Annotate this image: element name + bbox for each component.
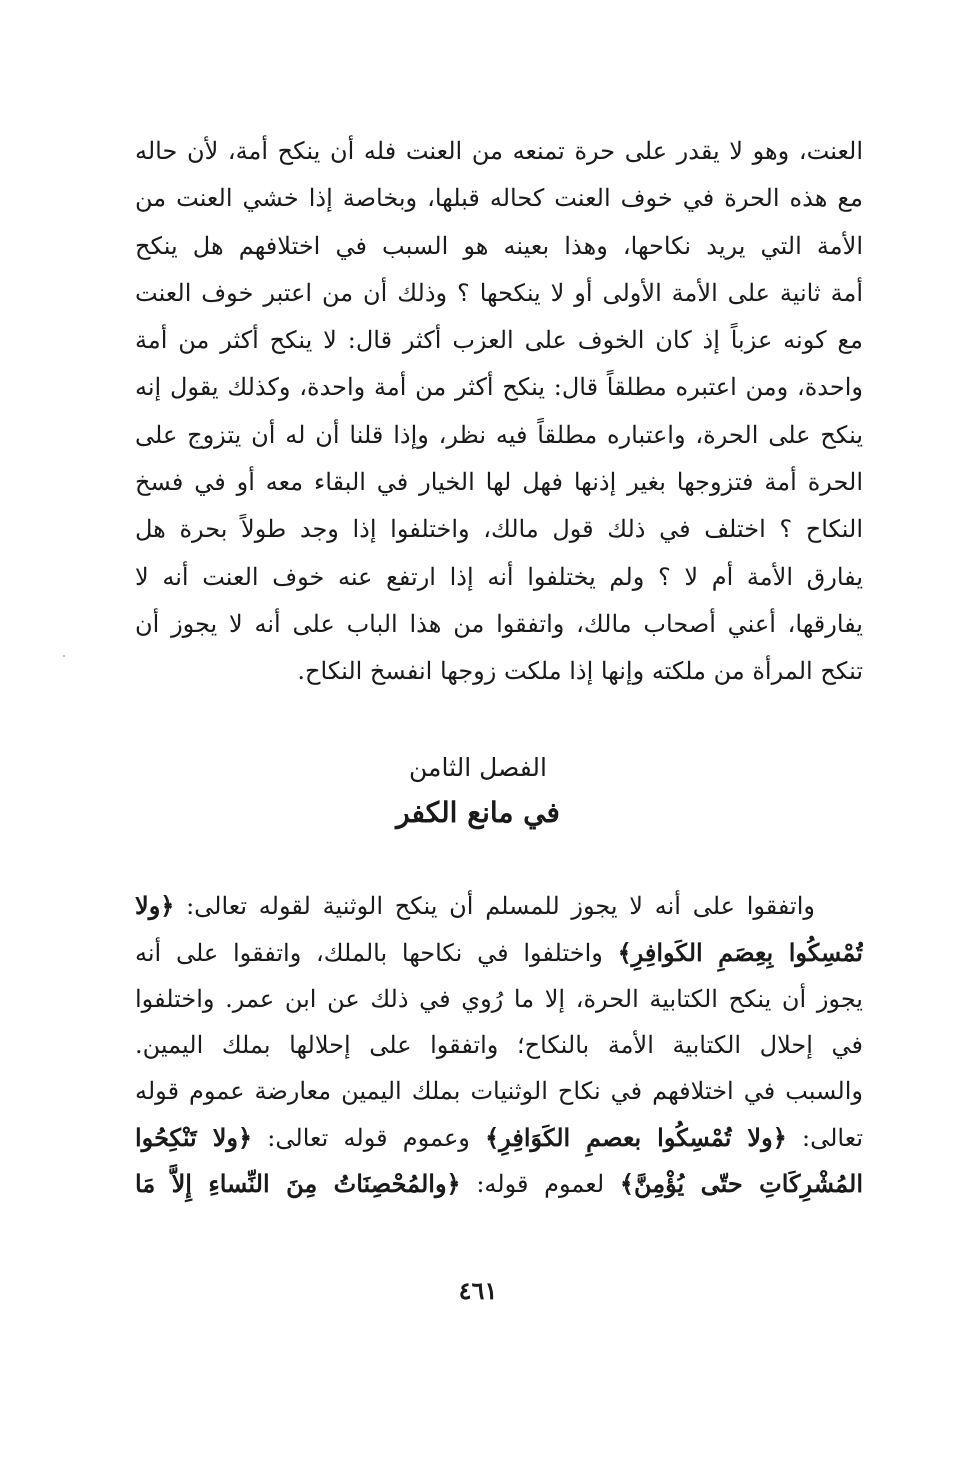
quran-quote: ﴿ولا تُمْسِكُوا بعصمِ الكَوَافِرِ﴾	[485, 1122, 787, 1152]
quran-quote: ﴿ولا تَنْكِحُوا	[135, 1122, 253, 1152]
text-run: تعالى:	[786, 1123, 863, 1152]
text-line: يفارق الأمة أم لا ؟ ولم يختلفوا أنه إذا ارتفع عنه خوف العنت أنه لا	[135, 562, 863, 591]
text-line	[135, 930, 863, 977]
text-line: الحرة أمة فتزوجها بغير إذنها فهل لها الخيار في البقاء معه أو في فسخ	[135, 468, 863, 497]
text-line: مع كونه عزباً إذ كان الخوف على العزب أكثر قال: لا ينكح أكثر من أمة	[135, 326, 863, 355]
text-line: العنت، وهو لا يقدر على حرة تمنعه من العنت فله أن ينكح أمة، لأن حاله	[135, 137, 863, 165]
text-line	[135, 1115, 863, 1162]
top-paragraph	[135, 128, 863, 696]
text-line: يجوز أن ينكح الكتابية الحرة، إلا ما رُوي في ذلك عن ابن عمر. واختلفوا	[135, 984, 863, 1013]
quran-quote: المُشْرِكَاتِ حتّى يُؤْمِنَّ﴾	[619, 1169, 863, 1199]
quran-quote: ﴿والمُحْصِنَاتُ مِنَ النِّساءِ إِلاَّ مَا	[135, 1169, 461, 1199]
text-line: في إحلال الكتابية الأمة بالنكاح؛ واتفقوا على إحلالها بملك اليمين.	[135, 1030, 863, 1059]
chapter-title: في مانع الكفر	[396, 796, 560, 829]
text-line: الأمة التي يريد نكاحها، وهذا بعينه هو السبب في اختلافهم هل ينكح	[135, 231, 863, 260]
text-line: ينكح على الحرة، واعتباره مطلقاً فيه نظر، وإذا قلنا أن له أن يتزوج على	[135, 420, 863, 449]
text-line: تنكح المرأة من ملكته وإنها إذا ملكت زوجها انفسخ النكاح.	[297, 657, 863, 686]
text-line	[135, 883, 863, 930]
text-run: واتفقوا على أنه لا يجوز للمسلم أن ينكح الوثنية لقوله تعالى:	[174, 892, 815, 920]
text-run: واختلفوا في نكاحها بالملك، واتفقوا على أنه	[135, 938, 618, 967]
bottom-paragraph	[135, 883, 863, 1208]
quran-quote: ﴿ولا	[135, 891, 175, 920]
chapter-label: الفصل الثامن	[409, 753, 547, 782]
scan-speck	[63, 655, 65, 657]
text-line: أمة ثانية على الأمة الأولى أو لا ينكحها ؟ وذلك أن من اعتبر خوف العنت	[135, 278, 863, 307]
text-line: مع هذه الحرة في خوف العنت كحاله قبلها، وبخاصة إذا خشي العنت من	[135, 184, 863, 213]
quran-quote: تُمْسِكُوا بِعِصَمِ الكَوافِرِ﴾	[617, 937, 863, 967]
text-line: النكاح ؟ اختلف في ذلك قول مالك، واختلفوا إذا وجد طولاً بحرة هل	[135, 515, 863, 544]
text-line: واحدة، ومن اعتبره مطلقاً قال: ينكح أكثر من أمة واحدة، وكذلك يقول إنه	[135, 373, 863, 402]
text-line: والسبب في اختلافهم في نكاح الوثنيات بملك اليمين معارضة عموم قوله	[135, 1076, 863, 1105]
page-number: ٤٦١	[458, 1276, 498, 1305]
text-line: يفارقها، أعني أصحاب مالك، واتفقوا من هذا الباب على أنه لا يجوز أن	[135, 609, 863, 638]
text-run: لعموم قوله:	[460, 1170, 620, 1199]
text-run: وعموم قوله تعالى:	[252, 1123, 486, 1152]
text-line	[135, 1161, 863, 1208]
